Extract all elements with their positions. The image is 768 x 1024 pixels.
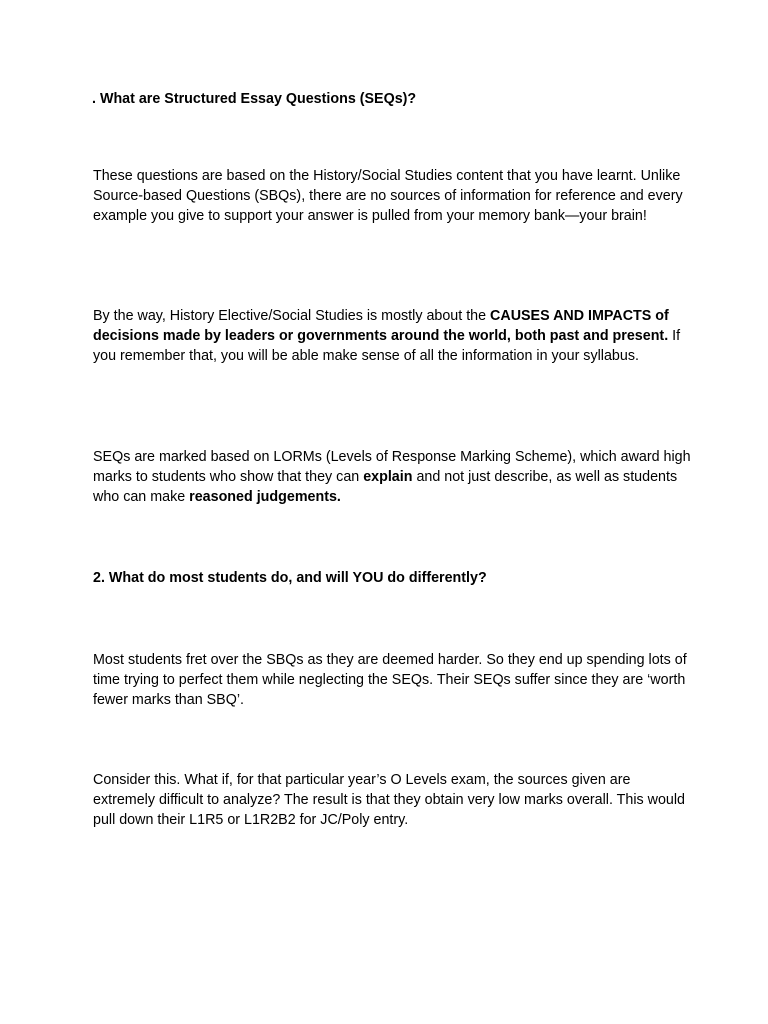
paragraph-text: SEQs are marked based on LORMs (Levels of Response Marking Scheme), which award high marks to students who show that they can: [93, 449, 691, 485]
paragraph-text: If you remember that, you will be able make sense of all the information in your syllabus.: [93, 328, 681, 364]
paragraph-history-causes-impacts: [93, 306, 693, 366]
paragraph-lorms-marking: [93, 447, 693, 507]
paragraph-text: and not just describe, as well as students who can make: [93, 469, 678, 505]
section-heading-students: 2. What do most students do, and will YOU do differently?: [93, 570, 487, 586]
paragraph-text: By the way, History Elective/Social Studies is mostly about the: [93, 308, 491, 324]
emphasis-text: CAUSES AND IMPACTS of decisions made by leaders or governments around the world, both past and present.: [93, 308, 669, 344]
paragraph-consider-this: Consider this. What if, for that particular year’s O Levels exam, the sources given are extremely difficult to analyze? The result is that they obtain very low marks overall. This would pull down their L1R5 or L1R2B2 for JC/Poly entry.: [93, 772, 686, 828]
paragraph-seq-definition: These questions are based on the History/Social Studies content that you have learnt. Unlike Source-based Questions (SBQs), there are no sources of information for reference and every example you give to support your answer is pulled from your memory bank—your brain!: [93, 168, 683, 224]
emphasis-text: explain: [363, 469, 413, 485]
section-heading-seqs: . What are Structured Essay Questions (SEQs)?: [92, 91, 417, 107]
paragraph-students-fret: Most students fret over the SBQs as they are deemed harder. So they end up spending lots of time trying to perfect them while neglecting the SEQs. Their SEQs suffer since they are ‘worth fewer marks than SBQ’.: [93, 652, 687, 708]
emphasis-text: reasoned judgements.: [189, 489, 341, 505]
